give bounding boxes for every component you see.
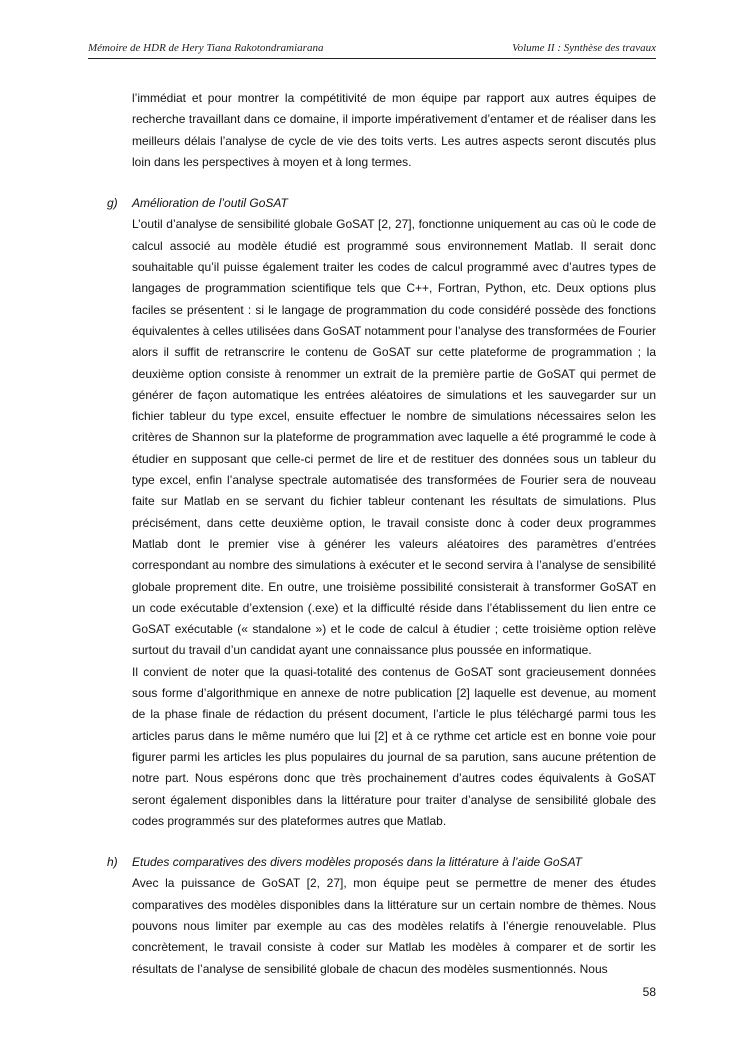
section-h <box>88 852 656 980</box>
page-body <box>88 88 656 980</box>
section-g-title: Amélioration de l’outil GoSAT <box>132 196 288 211</box>
header-volume-title: Volume II : Synthèse des travaux <box>512 42 656 54</box>
section-g <box>88 193 656 832</box>
section-h-label: h) <box>107 855 118 870</box>
section-g-label: g) <box>107 196 118 211</box>
header-author-title: Mémoire de HDR de Hery Tiana Rakotondramiarana <box>88 42 324 54</box>
section-g-paragraph-2: Il convient de noter que la quasi-totalité des contenus de GoSAT sont gracieusement données sous forme d’algorithmique en annexe de notre publication [2] laquelle est devenue, au moment de la phase finale de rédaction du présent document, l’article le plus téléchargé parmi tous les articles parus dans le même numéro que lui [2] et à ce rythme cet article est en bonne voie pour figurer parmi les articles les plus populaires du journal de sa parution, sans aucune prétention de notre part. Nous espérons donc que très prochainement d’autres codes équivalents à GoSAT seront également disponibles dans la littérature pour traiter d’analyse de sensibilité globale des codes programmés sur des plateformes autres que Matlab. <box>132 664 656 828</box>
section-h-title: Etudes comparatives des divers modèles proposés dans la littérature à l’aide GoSAT <box>132 855 583 870</box>
page-number: 58 <box>642 985 656 999</box>
section-g-paragraph-1: L’outil d’analyse de sensibilité globale GoSAT [2, 27], fonctionne uniquement au cas où le code de calcul associé au modèle étudié est programmé sous environnement Matlab. Il serait donc souhaitable qu’il puisse également traiter les codes de calcul programmé avec d’autres types de langages de programmation scientifique tels que C++, Fortran, Python, etc. Deux options plus faciles se présentent : si le langage de programmation du code considéré possède des fonctions équivalentes à celles utilisées dans GoSAT notamment pour l’analyse des transformées de Fourier alors il suffit de retranscrire le contenu de GoSAT sur cette plateforme de programmation ; la deuxième option consiste à renommer un extrait de la première partie de GoSAT qui permet de générer de façon automatique les entrées aléatoires de simulations et les sauvegarder sur un fichier tableur du type excel, ensuite effectuer le nombre de simulations nécessaires selon les critères de Shannon sur la plateforme de programmation avec laquelle a été programmé le code à étudier en supposant que celle-ci permet de lire et de restituer des données sous un tableur du type excel, enfin l’analyse spectrale automatisée des transformées de Fourier sera de nouveau faite sur Matlab en se servant du fichier tableur contenant les résultats de simulations. Plus précisément, dans cette deuxième option, le travail consiste donc à coder deux programmes Matlab dont le premier vise à générer les valeurs aléatoires des paramètres d’entrées correspondant au nombre des simulations à exécuter et le second servira à l’analyse de sensibilité globale proprement dite. En outre, une troisième possibilité consisterait à transformer GoSAT en un code exécutable d’extension (.exe) et la difficulté réside dans l’établissement du lien entre ce GoSAT exécutable (« standalone ») et le code de calcul à étudier ; cette troisième option relève surtout du travail d’un candidat ayant une connaissance plus poussée en informatique. <box>132 217 656 658</box>
section-h-paragraph-1: Avec la puissance de GoSAT [2, 27], mon équipe peut se permettre de mener des études comparatives des modèles disponibles dans la littérature sur un certain nombre de thèmes. Nous pouvons nous limiter par exemple au cas des modèles relatifs à l’énergie renouvelable. Plus concrètement, le travail consiste à coder sur Matlab les modèles à comparer et de sortir les résultats de l’analyse de sensibilité globale de chacun des modèles susmentionnés. Nous <box>132 876 656 976</box>
intro-paragraph: l’immédiat et pour montrer la compétitivité de mon équipe par rapport aux autres équipes de recherche travaillant dans ce domaine, il importe impérativement d’entamer et de réaliser dans les meilleurs délais l’analyse de cycle de vie des toits verts. Les autres aspects seront discutés plus loin dans les perspectives à moyen et à long termes. <box>132 91 656 169</box>
running-header <box>88 40 656 59</box>
